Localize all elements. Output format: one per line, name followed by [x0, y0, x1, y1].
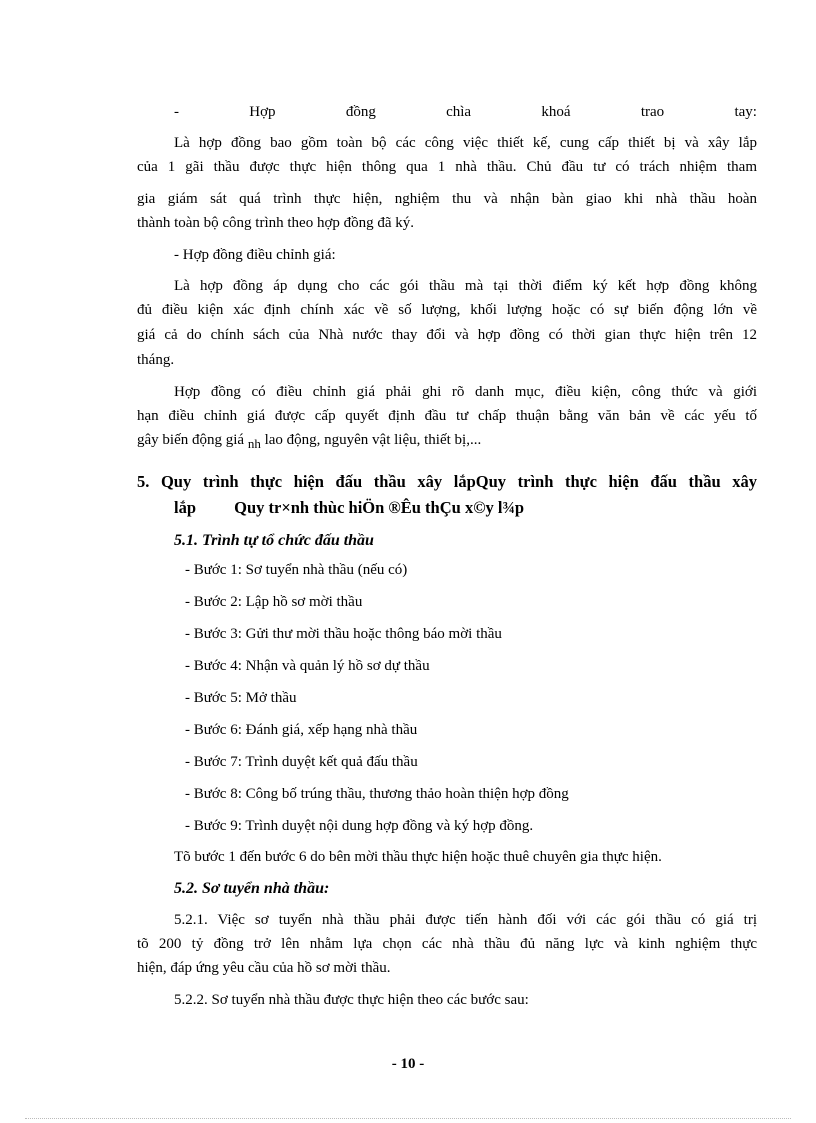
- paragraph-line: Hợp đồng có điều chỉnh giá phải ghi rõ danh mục, điều kiện, công thức và giới: [174, 384, 757, 400]
- list-item: - Bước 1: Sơ tuyển nhà thầu (nếu có): [185, 562, 408, 578]
- paragraph-line: đủ điều kiện xác định chính xác về số lượng, khối lượng hoặc có sự biến động lớn về: [137, 302, 757, 318]
- list-item: - Bước 3: Gửi thư mời thầu hoặc thông báo mời thầu: [185, 626, 502, 642]
- subsection-title: 5.1. Trình tự tổ chức đấu thầu: [174, 532, 374, 549]
- page-left-border: [130, 0, 133, 1123]
- list-item: - Bước 4: Nhận và quản lý hồ sơ dự thầu: [185, 658, 430, 674]
- paragraph-line: 5.2.1. Việc sơ tuyển nhà thầu phải được tiến hành đối với các gói thầu có giá trị: [174, 912, 757, 928]
- list-item: - Bước 8: Công bố trúng thầu, thương thảo hoàn thiện hợp đồng: [185, 786, 569, 802]
- paragraph-line: [137, 430, 757, 450]
- list-item: - Bước 2: Lập hồ sơ mời thầu: [185, 594, 363, 610]
- paragraph-line: của 1 gãi thầu được thực hiện thông qua 1 nhà thầu. Chủ đầu tư có trách nhiệm tham: [137, 159, 757, 175]
- text-fragment: lắp: [174, 498, 197, 517]
- paragraph-line: hiện, đáp ứng yêu cầu của hồ sơ mời thầu.: [137, 960, 391, 976]
- paragraph-line: giá cả do chính sách của Nhà nước thay đổi và hợp đồng có thời gian thực hiện trên 12: [137, 327, 757, 343]
- paragraph-line: thành toàn bộ công trình theo hợp đồng đã ký.: [137, 215, 415, 231]
- list-item: - Bước 6: Đánh giá, xếp hạng nhà thầu: [185, 722, 418, 738]
- list-item: - Bước 5: Mở thầu: [185, 690, 297, 706]
- heading-turnkey-contract: [174, 102, 757, 122]
- subsection-title: 5.2. Sơ tuyển nhà thầu:: [174, 880, 330, 897]
- paragraph-line: tháng.: [137, 352, 175, 368]
- paragraph-line: 5.2.2. Sơ tuyển nhà thầu được thực hiện theo các bước sau:: [174, 992, 529, 1008]
- paragraph-line: Là hợp đồng áp dụng cho các gói thầu mà tại thời điểm ký kết hợp đồng không: [174, 278, 757, 294]
- word: -: [174, 104, 179, 120]
- page-bottom-rule: [25, 1118, 791, 1119]
- heading-price-adjustment-contract: - Hợp đồng điều chỉnh giá:: [174, 247, 336, 263]
- paragraph-line: tõ 200 tỷ đồng trở lên nhằm lựa chọn các nhà thầu đủ năng lực và kinh nghiệm thực: [137, 936, 757, 952]
- text-fragment: gây biến động giá: [137, 432, 245, 448]
- section-heading-continued: [174, 497, 794, 519]
- paragraph-line: Tõ bước 1 đến bước 6 do bên mời thầu thực hiện hoặc thuê chuyên gia thực hiện.: [174, 849, 662, 865]
- word: chìa: [446, 104, 472, 120]
- word: khoá: [541, 104, 571, 120]
- text-fragment: lao động, nguyên vật liệu, thiết bị,...: [264, 432, 482, 448]
- page-number: - 10 -: [391, 1056, 425, 1072]
- list-item: - Bước 9: Trình duyệt nội dung hợp đồng và ký hợp đồng.: [185, 818, 534, 834]
- section-heading: 5. Quy trình thực hiện đấu thầu xây lắpQuy trình thực hiện đấu thầu xây: [137, 472, 757, 491]
- paragraph-line: Là hợp đồng bao gồm toàn bộ các công việc thiết kế, cung cấp thiết bị và xây lắp: [174, 135, 757, 151]
- word: đồng: [345, 104, 376, 120]
- text-fragment: nh: [247, 436, 261, 451]
- word: tay:: [734, 104, 757, 120]
- paragraph-line: hạn điều chỉnh giá được cấp quyết định đầu tư chấp thuận bằng văn bản về các yếu tố: [137, 408, 757, 424]
- word: Hợp: [249, 104, 276, 120]
- list-item: - Bước 7: Trình duyệt kết quả đấu thầu: [185, 754, 418, 770]
- word: trao: [640, 104, 665, 120]
- text-fragment: Quy tr×nh thùc hiÖn ®Êu thÇu x©y l¾p: [234, 498, 525, 517]
- paragraph-line: gia giám sát quá trình thực hiện, nghiệm thu và nhận bàn giao khi nhà thầu hoàn: [137, 191, 757, 207]
